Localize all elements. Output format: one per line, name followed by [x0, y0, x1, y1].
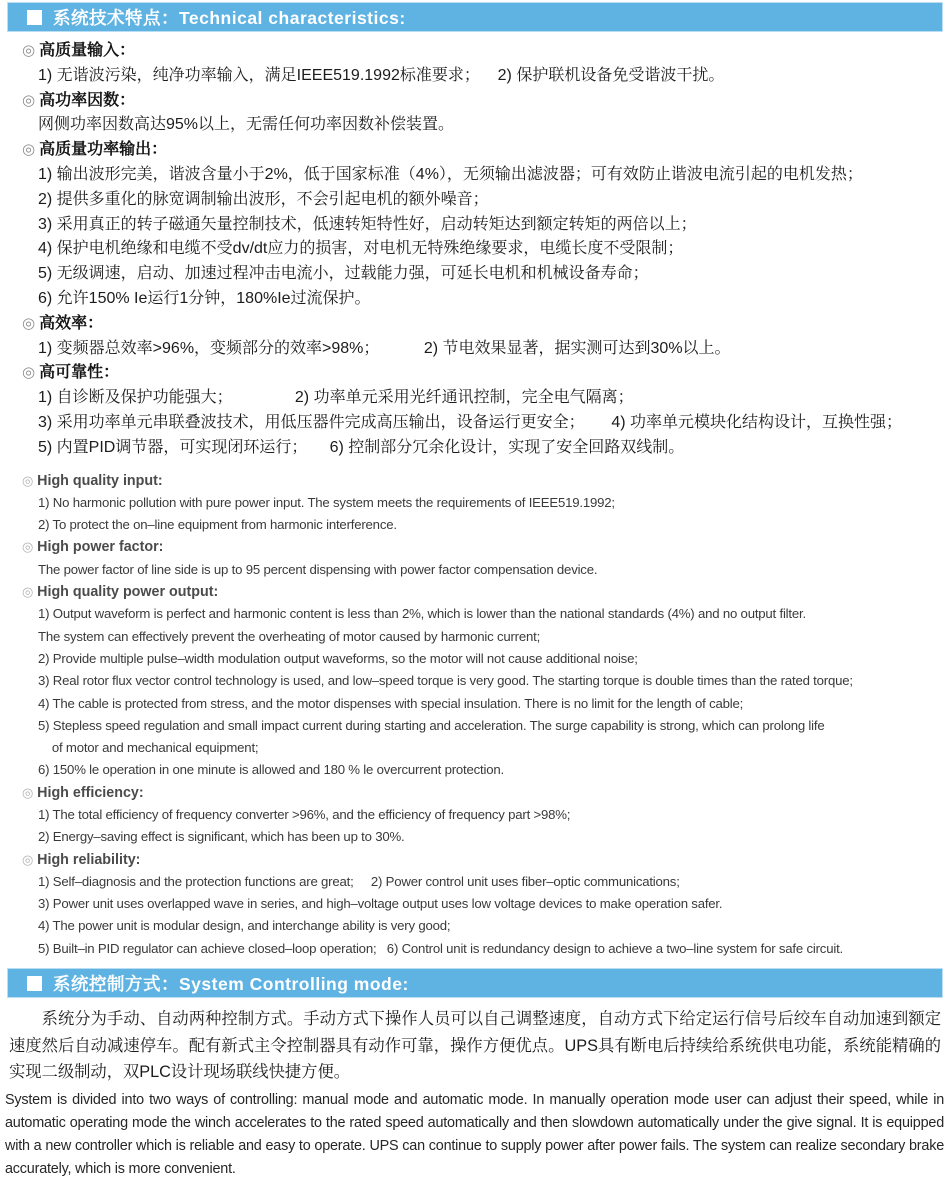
feature-line: 1) The total efficiency of frequency converter >96%, and the efficiency of frequency part >98%;	[38, 807, 571, 822]
feature-line: 4) The cable is protected from stress, and the motor dispenses with special insulation. There is no limit for the length of cable;	[38, 695, 744, 711]
feature-heading-row	[22, 138, 950, 163]
double-circle-bullet-icon: ◎	[22, 472, 34, 488]
feature-heading: High power factor:	[37, 539, 164, 556]
feature-heading-row	[22, 536, 950, 558]
feature-line: The system can effectively prevent the overheating of motor caused by harmonic current;	[38, 628, 541, 644]
double-circle-bullet-icon: ◎	[22, 141, 36, 159]
feature-heading-row	[22, 782, 950, 804]
feature-line: 1) 自诊断及保护功能强大； 2) 功率单元采用光纤通讯控制，完全电气隔离；	[38, 389, 634, 407]
feature-line: 1) No harmonic pollution with pure power input. The system meets the requirements of IEEE519.1992;	[38, 494, 615, 510]
double-circle-bullet-icon: ◎	[22, 851, 34, 867]
feature-line: 1) 无谐波污染，纯净功率输入，满足IEEE519.1992标准要求； 2) 保护联机设备免受谐波干扰。	[38, 66, 725, 84]
feature-line: 1) Output waveform is perfect and harmonic content is less than 2%, which is lower than the national standards (4%) and no output filter.	[38, 606, 806, 622]
feature-line: 3) 采用功率单元串联叠波技术，用低压器件完成高压输出，设备运行更安全； 4) 功率单元模块化结构设计，互换性强；	[38, 413, 903, 431]
feature-line: 2) 提供多重化的脉宽调制输出波形，不会引起电机的额外噪音；	[38, 190, 489, 208]
feature-line: The power factor of line side is up to 95 percent dispensing with power factor compensation device.	[38, 561, 598, 577]
feature-line: 2) To protect the on–line equipment from harmonic interference.	[38, 517, 397, 533]
feature-heading: 高效率：	[39, 314, 104, 332]
double-circle-bullet-icon: ◎	[22, 314, 36, 332]
feature-heading: 高质量功率输出：	[39, 141, 168, 159]
feature-line: 3) 采用真正的转子磁通矢量控制技术，低速转矩特性好，启动转矩达到额定转矩的两倍以上；	[38, 215, 697, 233]
double-circle-bullet-icon: ◎	[22, 539, 34, 555]
double-circle-bullet-icon: ◎	[22, 584, 34, 600]
feature-heading-row	[22, 89, 950, 114]
feature-heading: High reliability:	[37, 851, 141, 868]
feature-line: 6) 150% le operation in one minute is allowed and 180 % le overcurrent protection.	[38, 762, 504, 778]
feature-heading: 高功率因数：	[39, 91, 136, 109]
feature-line: 1) 输出波形完美，谐波含量小于2%，低于国家标准（4%），无须输出滤波器；可有效防止谐波电流引起的电机发热；	[38, 165, 863, 183]
cn-control-mode-paragraph: 系统分为手动、自动两种控制方式。手动方式下操作人员可以自己调整速度，自动方式下给定运行信号后绞车自动加速到额定速度然后自动减速停车。配有新式主令控制器具有动作可靠，操作方便优点。UPS具有断电后持续给系统供电功能，系统能精确的实现二级制动，双PLC设计现场联线快捷方便。	[9, 1010, 941, 1082]
feature-line: of motor and mechanical equipment;	[38, 740, 259, 756]
feature-line: 4) The power unit is modular design, and interchange ability is very good;	[38, 918, 451, 934]
feature-heading: 高可靠性：	[39, 364, 120, 382]
square-bullet-icon	[27, 976, 42, 991]
feature-heading: High quality power output:	[37, 584, 219, 601]
feature-line: 6) 允许150% Ie运行1分钟，180%Ie过流保护。	[38, 289, 371, 307]
feature-heading-row	[22, 849, 950, 871]
feature-line: 3) Real rotor flux vector control technology is used, and low–speed torque is very good. The starting torque is double times than the rated torque;	[38, 673, 853, 689]
feature-heading-row	[22, 470, 950, 492]
feature-heading: High quality input:	[37, 472, 163, 489]
cn-feature-blocks	[22, 39, 950, 461]
document-page	[0, 3, 950, 1178]
feature-line: 4) 保护电机绝缘和电缆不受dv/dt应力的损害，对电机无特殊绝缘要求，电缆长度不受限制；	[38, 240, 684, 258]
double-circle-bullet-icon: ◎	[22, 784, 34, 800]
double-circle-bullet-icon: ◎	[22, 42, 36, 59]
feature-line: 2) Provide multiple pulse–width modulation output waveforms, so the motor will not cause additional noise;	[38, 650, 638, 666]
double-circle-bullet-icon: ◎	[22, 364, 36, 382]
feature-line: 3) Power unit uses overlapped wave in series, and high–voltage output uses low voltage devices to make operation safer.	[38, 896, 723, 912]
feature-line: 5) 无级调速，启动、加速过程冲击电流小，过载能力强，可延长电机和机械设备寿命；	[38, 265, 649, 283]
feature-heading: 高质量输入：	[39, 42, 136, 59]
system-controlling-mode-title: 系统控制方式：System Controlling mode:	[53, 973, 409, 994]
feature-line: 1) 变频器总效率>96%，变频部分的效率>98%； 2) 节电效果显著，据实测可达到30%以上。	[38, 339, 731, 357]
feature-heading-row	[22, 39, 950, 64]
feature-heading-row	[22, 361, 950, 386]
feature-line: 5) Stepless speed regulation and small impact current during starting and acceleration. The surge capability is strong, which can prolong life	[38, 717, 825, 733]
technical-characteristics-title: 系统技术特点：Technical characteristics:	[53, 7, 406, 28]
feature-line: 5) Built–in PID regulator can achieve closed–loop operation; 6) Control unit is redundancy design to achieve a two–line system for safe circuit.	[38, 940, 843, 956]
feature-line: 2) Energy–saving effect is significant, which has been up to 30%.	[38, 829, 405, 845]
technical-characteristics-header-bar	[8, 3, 942, 31]
feature-line: 网侧功率因数高达95%以上，无需任何功率因数补偿装置。	[38, 116, 455, 134]
feature-heading: High efficiency:	[37, 784, 144, 801]
system-controlling-mode-header-bar	[8, 969, 942, 997]
feature-line: 5) 内置PID调节器，可实现闭环运行； 6) 控制部分冗余化设计，实现了安全回路双线制。	[38, 438, 685, 456]
feature-heading-row	[22, 581, 950, 603]
feature-heading-row	[22, 312, 950, 337]
en-control-mode-paragraph: System is divided into two ways of controlling: manual mode and automatic mode. In manually operation mode user can adjust their speed, while in automatic operating mode the winch accelerates to the rated speed automatically and then slowdown automatically under the give signal. It is equipped with a new controller which is reliable and easy to operate. UPS can continue to supply power after power fails. The system can realize secondary brake accurately, which is more convenient.	[5, 1091, 944, 1177]
feature-line: 1) Self–diagnosis and the protection functions are great; 2) Power control unit uses fiber–optic communications;	[38, 873, 680, 889]
en-feature-blocks	[22, 470, 950, 961]
square-bullet-icon	[27, 10, 42, 25]
double-circle-bullet-icon: ◎	[22, 91, 36, 109]
